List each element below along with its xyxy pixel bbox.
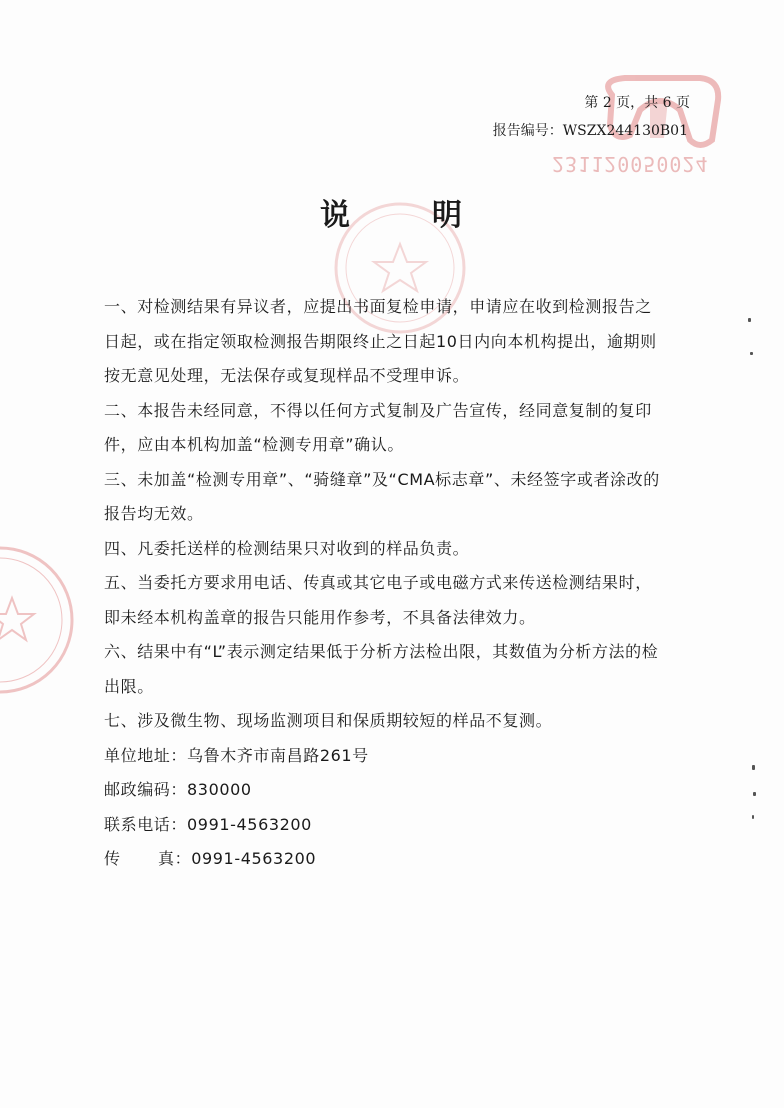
notes-body: [104, 290, 664, 877]
scan-speck: [752, 765, 755, 770]
fax-label-a: 传: [104, 849, 121, 868]
address-row: [104, 739, 664, 774]
note-7: 七、涉及微生物、现场监测项目和保质期较短的样品不复测。: [104, 711, 553, 730]
scan-speck: [750, 352, 753, 355]
note-5: 五、当委托方要求用电话、传真或其它电子或电磁方式来传送检测结果时，即未经本机构盖章的报告只能用作参考，不具备法律效力。: [104, 573, 652, 627]
phone-value: 0991-4563200: [187, 814, 312, 834]
scan-speck: [748, 318, 751, 322]
scan-speck: [752, 815, 754, 819]
note-6: 六、结果中有“L”表示测定结果低于分析方法检出限，其数值为分析方法的检出限。: [104, 642, 659, 696]
note-2: 二、本报告未经同意，不得以任何方式复制及广告宣传，经同意复制的复印件，应由本机构加盖“检测专用章”确认。: [104, 400, 652, 454]
fax-row: [104, 842, 664, 877]
phone-label: 联系电话：: [104, 814, 188, 834]
phone-row: [104, 808, 664, 843]
postcode-row: [104, 773, 664, 808]
address-label: 单位地址：: [104, 745, 188, 765]
fax-label-b: 真：: [158, 849, 192, 868]
cma-stamp-number: 231120050024: [552, 152, 709, 176]
postcode-label: 邮政编码：: [104, 780, 188, 799]
title-char-2: 明: [432, 198, 464, 233]
page-number: 第 2 页，共 6 页: [584, 95, 690, 111]
left-edge-seal: [0, 545, 72, 695]
postcode-value: 830000: [187, 780, 252, 799]
address-value: 乌鲁木齐市南昌路261号: [187, 745, 369, 765]
title-char-1: 说: [320, 198, 352, 233]
note-4: 四、凡委托送样的检测结果只对收到的样品负责。: [104, 538, 470, 558]
report-number: 报告编号：WSZX244130B01: [492, 123, 688, 139]
page-title: [0, 190, 784, 234]
fax-value: 0991-4563200: [191, 849, 317, 868]
note-1: 一、对检测结果有异议者，应提出书面复检申请，申请应在收到检测报告之日起，或在指定领取检测报告期限终止之日起10日内向本机构提出，逾期则按无意见处理，无法保存或复现样品不受理申诉。: [104, 297, 657, 385]
scan-speck: [753, 792, 756, 796]
note-3: 三、未加盖“检测专用章”、“骑缝章”及“CMA标志章”、未经签字或者涂改的报告均无效。: [104, 469, 660, 523]
